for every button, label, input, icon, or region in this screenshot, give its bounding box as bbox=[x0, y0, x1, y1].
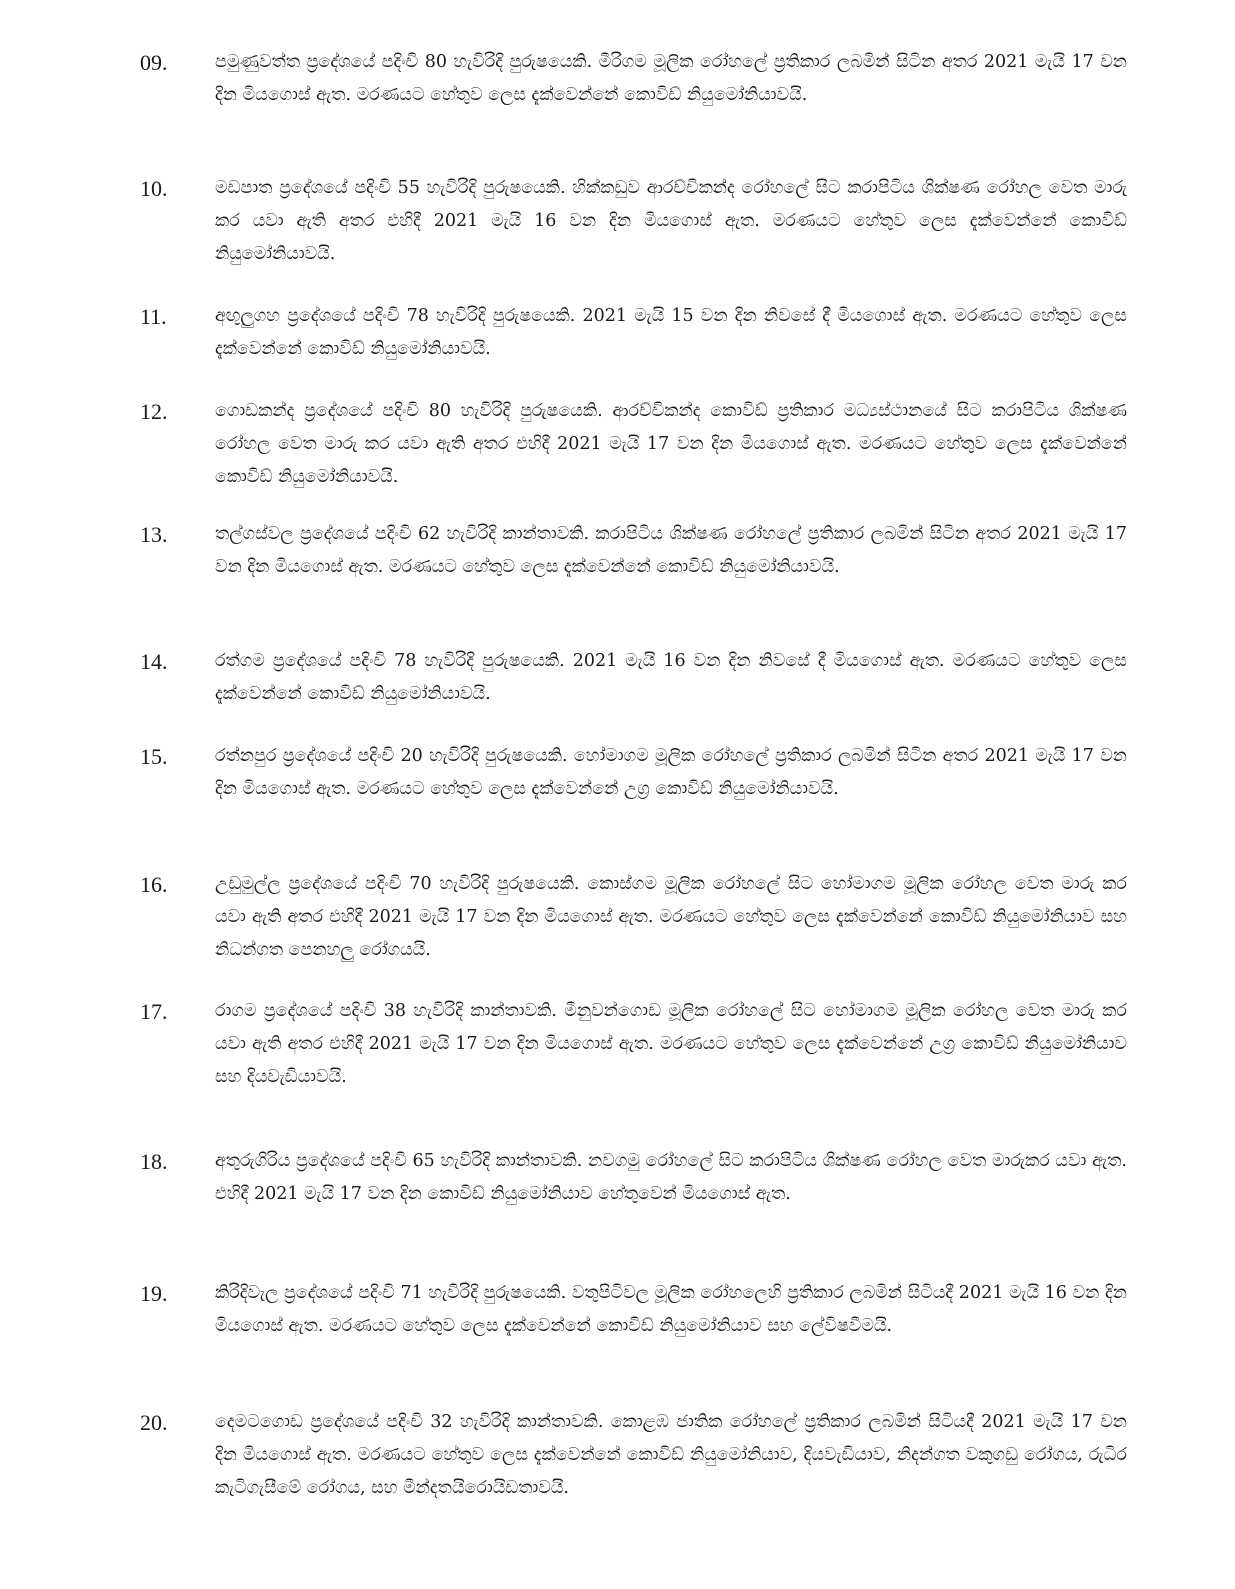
entry-text: දෙමටගොඩ ප්‍රදේශයේ පදිංචි 32 හැවිරිදි කාන්තාවකි. කොළඹ ජාතික රෝහලේ ප්‍රතිකාර ලබමින් සිටියදී 2021 මැයි 17 වන දින මියගොස් ඇත. මරණයට හේතුව ලෙස දැක්වෙන්නේ කොවිඩ් නියුමෝනියාව, දියවැඩියාව, නිදන්ගත වකුගඩු රෝගය, රුධිර කැටිගැසීමේ රෝගය, සහ මීන්දතයිරොයිඩතාවයි. bbox=[215, 1412, 1127, 1498]
entry-text: රත්නපුර ප්‍රදේශයේ පදිංචි 20 හැවිරිදි පුරුෂයෙකි. හෝමාගම මූලික රෝහලේ ප්‍රතිකාර ලබමින් සිටින අතර 2021 මැයි 17 වන දින මියගොස් ඇත. මරණයට හේතුව ලෙස දැක්වෙන්නේ උග්‍ර කොවිඩ් නියුමෝනියාවයි. bbox=[215, 746, 1127, 799]
entry-text: රාගම ප්‍රදේශයේ පදිංචි 38 හැවිරිදි කාන්තාවකි. මීනුවන්ගොඩ මූලික රෝහලේ සිට හෝමාගම මූලික රෝහල වෙත මාරු කර යවා ඇති අතර එහිදී 2021 මැයි 17 වන දින මියගොස් ඇත. මරණයට හේතුව ලෙස දැක්වෙන්නේ උග්‍ර කොවිඩ් නියුමෝනියාව සහ දියවැඩියාවයි. bbox=[215, 1001, 1127, 1087]
entry-number: 20. bbox=[140, 1410, 168, 1435]
entry-number: 19. bbox=[140, 1281, 168, 1306]
entry-text: කිරිදිවැල ප්‍රදේශයේ පදිංචි 71 හැවිරිදි පුරුෂයෙකි. වතුපිටිවල මූලික රෝහලෙහි ප්‍රතිකාර ලබමින් සිටියදී 2021 මැයි 16 වන දින මියගොස් ඇත. මරණයට හේතුව ලෙස දැක්වෙන්නේ කොවිඩ් නියුමෝනියාව සහ ලේවිෂවීමයි. bbox=[215, 1283, 1127, 1336]
entry-number: 15. bbox=[140, 744, 168, 769]
entry-number: 11. bbox=[140, 304, 167, 329]
entry-number: 16. bbox=[140, 872, 168, 897]
entry-number: 10. bbox=[140, 176, 168, 201]
entry-number: 14. bbox=[140, 649, 168, 674]
entry-text: රත්ගම ප්‍රදේශයේ පදිංචි 78 හැවිරිදි පුරුෂයෙකි. 2021 මැයි 16 වන දින නිවසේ දී මියගොස් ඇත. මරණයට හේතුව ලෙස දැක්වෙන්නේ කොවිඩ් නියුමෝනියාවයි. bbox=[215, 651, 1127, 704]
entry-text: ගොඩකන්ද ප්‍රදේශයේ පදිංචි 80 හැවිරිදි පුරුෂයෙකි. ආරච්චිකන්ද කොවිඩ් ප්‍රතිකාර මධ්‍යස්ථානයේ සිට කරාපිටිය ශික්ෂණ රෝහල වෙත මාරු කර යවා ඇති අතර එහිදී 2021 මැයි 17 වන දින මියගොස් ඇත. මරණයට හේතුව ලෙස දැක්වෙන්නේ කොවිඩ් නියුමෝනියාවයි. bbox=[215, 401, 1127, 487]
entry-number: 17. bbox=[140, 999, 168, 1024]
entry-text: පමුණුවත්ත ප්‍රදේශයේ පදිංචි 80 හැවිරිදි පුරුෂයෙකි. මීරිගම මූලික රෝහලේ ප්‍රතිකාර ලබමින් සිටින අතර 2021 මැයි 17 වන දින මියගොස් ඇත. මරණයට හේතුව ලෙස දැක්වෙන්නේ කොවිඩ් නියුමෝනියාවයි. bbox=[215, 52, 1127, 105]
entry-number: 09. bbox=[140, 50, 168, 75]
entry-text: තල්ගස්වල ප්‍රදේශයේ පදිංචි 62 හැවිරිදි කාන්තාවකි. කරාපිටිය ශික්ෂණ රෝහලේ ප්‍රතිකාර ලබමින් සිටින අතර 2021 මැයි 17 වන දින මියගොස් ඇත. මරණයට හේතුව ලෙස දැක්වෙන්නේ කොවිඩ් නියුමෝනියාවයි. bbox=[215, 524, 1127, 577]
entry-number: 18. bbox=[140, 1149, 168, 1174]
entry-text: අතුරුගිරිය ප්‍රදේශයේ පදිංචි 65 හැවිරිදි කාන්තාවකි. නවගමු රෝහලේ සිට කරාපිටිය ශික්ෂණ රෝහල වෙත මාරුකර යවා ඇත. එහිදී 2021 මැයි 17 වන දින කොවිඩ් නියුමෝනියාව හේතුවෙන් මියගොස් ඇත. bbox=[215, 1151, 1127, 1204]
entry-number: 13. bbox=[140, 522, 168, 547]
entry-number: 12. bbox=[140, 399, 168, 424]
entry-text: මඩපාත ප්‍රදේශයේ පදිංචි 55 හැවිරිදි පුරුෂයෙකි. හික්කඩුව ආරච්චිකන්ද රෝහලේ සිට කරාපිටිය ශික්ෂණ රෝහල වෙත මාරු කර යවා ඇති අතර එහිදී 2021 මැයි 16 වන දින මියගොස් ඇත. මරණයට හේතුව ලෙස දැක්වෙන්නේ කොවිඩ් නියුමෝනියාවයි. bbox=[215, 178, 1127, 264]
entry-text: උඩුමුල්ල ප්‍රදේශයේ පදිංචි 70 හැවිරිදි පුරුෂයෙකි. කොස්ගම මූලික රෝහලේ සිට හෝමාගම මූලික රෝහල වෙත මාරු කර යවා ඇති අතර එහිදී 2021 මැයි 17 වන දින මියගොස් ඇත. මරණයට හේතුව ලෙස දැක්වෙන්නේ කොවිඩ් නියුමෝනියාව සහ නිධන්ගත පෙනහලු රෝගයයි. bbox=[215, 874, 1127, 960]
entry-text: අඟුලුගහ ප්‍රදේශයේ පදිංචි 78 හැවිරිදි පුරුෂයෙකි. 2021 මැයි 15 වන දින නිවසේ දී මියගොස් ඇත. මරණයට හේතුව ලෙස දැක්වෙන්නේ කොවිඩ් නියුමෝනියාවයි. bbox=[215, 306, 1127, 359]
